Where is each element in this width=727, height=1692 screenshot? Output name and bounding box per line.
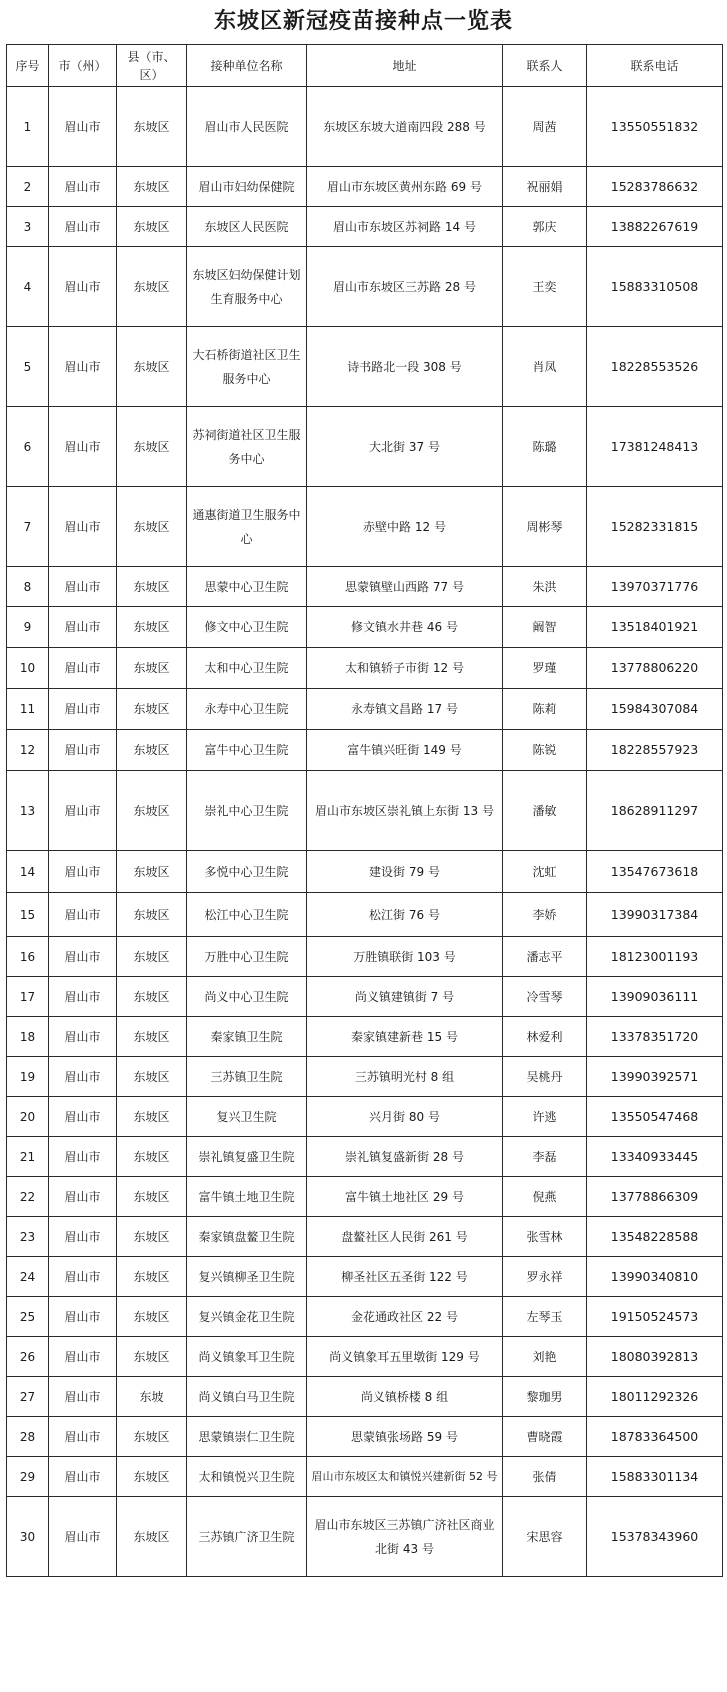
table-row: [7, 1097, 723, 1137]
row-unit-name: 复兴卫生院: [187, 1097, 307, 1137]
row-address: 眉山市东坡区黄州东路 69 号: [307, 167, 503, 207]
row-county: 东坡区: [117, 937, 187, 977]
row-county: 东坡区: [117, 1177, 187, 1217]
row-phone: 13970371776: [587, 567, 723, 607]
row-contact: 周彬琴: [503, 487, 587, 567]
row-number: 4: [7, 247, 49, 327]
row-number: 8: [7, 567, 49, 607]
row-city: 眉山市: [49, 730, 117, 771]
row-city: 眉山市: [49, 977, 117, 1017]
row-number: 9: [7, 607, 49, 648]
table-row: [7, 1337, 723, 1377]
row-contact: 左琴玉: [503, 1297, 587, 1337]
row-unit-name: 崇礼中心卫生院: [187, 771, 307, 851]
row-number: 10: [7, 648, 49, 689]
row-county: 东坡区: [117, 977, 187, 1017]
row-number: 25: [7, 1297, 49, 1337]
row-county: 东坡区: [117, 648, 187, 689]
row-address: 富牛镇土地社区 29 号: [307, 1177, 503, 1217]
row-contact: 张雪林: [503, 1217, 587, 1257]
row-unit-name: 尚义镇白马卫生院: [187, 1377, 307, 1417]
table-row: [7, 1417, 723, 1457]
row-address: 眉山市东坡区太和镇悦兴建新街 52 号: [307, 1457, 503, 1497]
row-contact: 倪燕: [503, 1177, 587, 1217]
row-address: 尚义镇桥楼 8 组: [307, 1377, 503, 1417]
table-row: [7, 648, 723, 689]
row-contact: 潘敏: [503, 771, 587, 851]
row-phone: 13378351720: [587, 1017, 723, 1057]
row-phone: 17381248413: [587, 407, 723, 487]
row-number: 24: [7, 1257, 49, 1297]
row-phone: 13518401921: [587, 607, 723, 648]
table-row: [7, 167, 723, 207]
row-number: 15: [7, 893, 49, 937]
row-county: 东坡区: [117, 407, 187, 487]
row-address: 建设街 79 号: [307, 851, 503, 893]
table-row: [7, 607, 723, 648]
row-county: 东坡区: [117, 1217, 187, 1257]
row-phone: 18080392813: [587, 1337, 723, 1377]
row-number: 11: [7, 689, 49, 730]
row-phone: 18228557923: [587, 730, 723, 771]
row-address: 修文镇水井巷 46 号: [307, 607, 503, 648]
table-row: [7, 851, 723, 893]
row-city: 眉山市: [49, 607, 117, 648]
row-number: 21: [7, 1137, 49, 1177]
row-address: 兴月街 80 号: [307, 1097, 503, 1137]
row-number: 27: [7, 1377, 49, 1417]
row-county: 东坡区: [117, 1497, 187, 1577]
table-row: [7, 937, 723, 977]
row-city: 眉山市: [49, 1297, 117, 1337]
row-contact: 陈璐: [503, 407, 587, 487]
row-contact: 林爱利: [503, 1017, 587, 1057]
header-unit-name: 接种单位名称: [187, 45, 307, 87]
row-city: 眉山市: [49, 567, 117, 607]
row-city: 眉山市: [49, 1097, 117, 1137]
table-body: [7, 87, 723, 1577]
row-phone: 18228553526: [587, 327, 723, 407]
table-row: [7, 1217, 723, 1257]
row-number: 1: [7, 87, 49, 167]
row-address: 眉山市东坡区三苏路 28 号: [307, 247, 503, 327]
row-contact: 吴桃丹: [503, 1057, 587, 1097]
row-city: 眉山市: [49, 937, 117, 977]
row-county: 东坡区: [117, 327, 187, 407]
row-unit-name: 富牛镇土地卫生院: [187, 1177, 307, 1217]
row-contact: 许逃: [503, 1097, 587, 1137]
row-address: 赤壁中路 12 号: [307, 487, 503, 567]
row-contact: 周茜: [503, 87, 587, 167]
row-phone: 13778806220: [587, 648, 723, 689]
row-city: 眉山市: [49, 167, 117, 207]
row-unit-name: 东坡区人民医院: [187, 207, 307, 247]
row-city: 眉山市: [49, 689, 117, 730]
row-unit-name: 通惠街道卫生服务中心: [187, 487, 307, 567]
row-address: 秦家镇建新巷 15 号: [307, 1017, 503, 1057]
row-unit-name: 东坡区妇幼保健计划生育服务中心: [187, 247, 307, 327]
row-phone: 13778866309: [587, 1177, 723, 1217]
row-contact: 陈莉: [503, 689, 587, 730]
row-city: 眉山市: [49, 1017, 117, 1057]
row-city: 眉山市: [49, 87, 117, 167]
row-unit-name: 秦家镇盘鳌卫生院: [187, 1217, 307, 1257]
row-unit-name: 秦家镇卫生院: [187, 1017, 307, 1057]
row-county: 东坡区: [117, 1017, 187, 1057]
table-row: [7, 1057, 723, 1097]
row-phone: 18783364500: [587, 1417, 723, 1457]
row-address: 眉山市东坡区三苏镇广济社区商业北街 43 号: [307, 1497, 503, 1577]
row-county: 东坡区: [117, 851, 187, 893]
table-row: [7, 1297, 723, 1337]
row-number: 3: [7, 207, 49, 247]
row-city: 眉山市: [49, 851, 117, 893]
row-number: 7: [7, 487, 49, 567]
row-city: 眉山市: [49, 1137, 117, 1177]
row-city: 眉山市: [49, 487, 117, 567]
header-city: 市（州）: [49, 45, 117, 87]
table-row: [7, 1017, 723, 1057]
row-contact: 阚智: [503, 607, 587, 648]
row-contact: 宋思容: [503, 1497, 587, 1577]
row-unit-name: 思蒙中心卫生院: [187, 567, 307, 607]
row-number: 26: [7, 1337, 49, 1377]
row-county: 东坡区: [117, 1297, 187, 1337]
row-contact: 罗永祥: [503, 1257, 587, 1297]
row-phone: 15883301134: [587, 1457, 723, 1497]
row-contact: 李磊: [503, 1137, 587, 1177]
row-county: 东坡区: [117, 771, 187, 851]
row-county: 东坡区: [117, 207, 187, 247]
row-unit-name: 永寿中心卫生院: [187, 689, 307, 730]
table-row: [7, 977, 723, 1017]
row-contact: 冷雪琴: [503, 977, 587, 1017]
table-row: [7, 207, 723, 247]
row-contact: 王奕: [503, 247, 587, 327]
row-phone: 13550547468: [587, 1097, 723, 1137]
row-city: 眉山市: [49, 893, 117, 937]
row-phone: 19150524573: [587, 1297, 723, 1337]
row-county: 东坡区: [117, 247, 187, 327]
table-row: [7, 771, 723, 851]
row-address: 三苏镇明光村 8 组: [307, 1057, 503, 1097]
row-city: 眉山市: [49, 207, 117, 247]
page-title: 东坡区新冠疫苗接种点一览表: [213, 9, 513, 34]
row-unit-name: 复兴镇金花卫生院: [187, 1297, 307, 1337]
row-phone: 18628911297: [587, 771, 723, 851]
row-unit-name: 尚义镇象耳卫生院: [187, 1337, 307, 1377]
row-city: 眉山市: [49, 327, 117, 407]
row-address: 大北街 37 号: [307, 407, 503, 487]
row-city: 眉山市: [49, 1497, 117, 1577]
row-number: 2: [7, 167, 49, 207]
header-county: 县（市、区）: [117, 45, 187, 87]
row-city: 眉山市: [49, 1377, 117, 1417]
table-row: [7, 689, 723, 730]
row-address: 眉山市东坡区苏祠路 14 号: [307, 207, 503, 247]
row-city: 眉山市: [49, 1457, 117, 1497]
header-contact: 联系人: [503, 45, 587, 87]
row-contact: 沈虹: [503, 851, 587, 893]
row-phone: 13340933445: [587, 1137, 723, 1177]
row-address: 思蒙镇张场路 59 号: [307, 1417, 503, 1457]
header-phone: 联系电话: [587, 45, 723, 87]
row-contact: 李娇: [503, 893, 587, 937]
row-number: 5: [7, 327, 49, 407]
row-city: 眉山市: [49, 247, 117, 327]
row-unit-name: 三苏镇广济卫生院: [187, 1497, 307, 1577]
row-contact: 曹晓霞: [503, 1417, 587, 1457]
row-unit-name: 复兴镇柳圣卫生院: [187, 1257, 307, 1297]
row-contact: 黎珈男: [503, 1377, 587, 1417]
row-city: 眉山市: [49, 1177, 117, 1217]
row-phone: 18123001193: [587, 937, 723, 977]
table-row: [7, 327, 723, 407]
row-address: 崇礼镇复盛新街 28 号: [307, 1137, 503, 1177]
row-address: 永寿镇文昌路 17 号: [307, 689, 503, 730]
row-unit-name: 万胜中心卫生院: [187, 937, 307, 977]
row-contact: 祝丽娟: [503, 167, 587, 207]
row-address: 思蒙镇壁山西路 77 号: [307, 567, 503, 607]
row-city: 眉山市: [49, 1057, 117, 1097]
row-county: 东坡区: [117, 87, 187, 167]
row-county: 东坡区: [117, 1257, 187, 1297]
row-phone: 13990317384: [587, 893, 723, 937]
table-row: [7, 1257, 723, 1297]
row-contact: 朱洪: [503, 567, 587, 607]
row-phone: 13909036111: [587, 977, 723, 1017]
row-address: 尚义镇象耳五里墩街 129 号: [307, 1337, 503, 1377]
row-number: 17: [7, 977, 49, 1017]
row-county: 东坡区: [117, 567, 187, 607]
row-phone: 18011292326: [587, 1377, 723, 1417]
row-phone: 13990340810: [587, 1257, 723, 1297]
row-address: 松江街 76 号: [307, 893, 503, 937]
row-phone: 15282331815: [587, 487, 723, 567]
row-city: 眉山市: [49, 407, 117, 487]
row-county: 东坡区: [117, 487, 187, 567]
row-county: 东坡: [117, 1377, 187, 1417]
row-city: 眉山市: [49, 1417, 117, 1457]
row-city: 眉山市: [49, 648, 117, 689]
row-unit-name: 大石桥街道社区卫生服务中心: [187, 327, 307, 407]
row-unit-name: 崇礼镇复盛卫生院: [187, 1137, 307, 1177]
row-unit-name: 思蒙镇崇仁卫生院: [187, 1417, 307, 1457]
row-address: 东坡区东坡大道南四段 288 号: [307, 87, 503, 167]
row-number: 19: [7, 1057, 49, 1097]
row-contact: 潘志平: [503, 937, 587, 977]
table-row: [7, 730, 723, 771]
row-phone: 13550551832: [587, 87, 723, 167]
header-no: 序号: [7, 45, 49, 87]
table-row: [7, 247, 723, 327]
row-address: 金花通政社区 22 号: [307, 1297, 503, 1337]
row-phone: 15883310508: [587, 247, 723, 327]
row-number: 12: [7, 730, 49, 771]
row-county: 东坡区: [117, 1337, 187, 1377]
row-address: 太和镇轿子市街 12 号: [307, 648, 503, 689]
row-county: 东坡区: [117, 1097, 187, 1137]
table-header-row: [7, 45, 723, 87]
row-address: 诗书路北一段 308 号: [307, 327, 503, 407]
row-county: 东坡区: [117, 730, 187, 771]
row-phone: 13882267619: [587, 207, 723, 247]
row-unit-name: 富牛中心卫生院: [187, 730, 307, 771]
vaccination-sites-table: [6, 44, 723, 1577]
row-address: 柳圣社区五圣街 122 号: [307, 1257, 503, 1297]
row-address: 尚义镇建镇街 7 号: [307, 977, 503, 1017]
row-number: 14: [7, 851, 49, 893]
row-unit-name: 松江中心卫生院: [187, 893, 307, 937]
table-row: [7, 1377, 723, 1417]
table-row: [7, 1137, 723, 1177]
row-phone: 13547673618: [587, 851, 723, 893]
table-row: [7, 487, 723, 567]
row-county: 东坡区: [117, 1057, 187, 1097]
row-number: 30: [7, 1497, 49, 1577]
row-unit-name: 多悦中心卫生院: [187, 851, 307, 893]
row-unit-name: 眉山市妇幼保健院: [187, 167, 307, 207]
row-address: 盘鳌社区人民街 261 号: [307, 1217, 503, 1257]
table-row: [7, 1177, 723, 1217]
row-unit-name: 苏祠街道社区卫生服务中心: [187, 407, 307, 487]
row-contact: 张倩: [503, 1457, 587, 1497]
row-contact: 郭庆: [503, 207, 587, 247]
row-phone: 13990392571: [587, 1057, 723, 1097]
row-number: 22: [7, 1177, 49, 1217]
table-row: [7, 1457, 723, 1497]
row-number: 23: [7, 1217, 49, 1257]
row-phone: 15378343960: [587, 1497, 723, 1577]
row-contact: 陈锐: [503, 730, 587, 771]
table-row: [7, 87, 723, 167]
row-unit-name: 眉山市人民医院: [187, 87, 307, 167]
row-unit-name: 三苏镇卫生院: [187, 1057, 307, 1097]
row-number: 18: [7, 1017, 49, 1057]
row-number: 20: [7, 1097, 49, 1137]
table-row: [7, 893, 723, 937]
row-address: 眉山市东坡区崇礼镇上东街 13 号: [307, 771, 503, 851]
table-row: [7, 407, 723, 487]
row-phone: 15984307084: [587, 689, 723, 730]
row-unit-name: 尚义中心卫生院: [187, 977, 307, 1017]
row-unit-name: 太和镇悦兴卫生院: [187, 1457, 307, 1497]
row-city: 眉山市: [49, 1217, 117, 1257]
row-phone: 13548228588: [587, 1217, 723, 1257]
row-number: 16: [7, 937, 49, 977]
row-number: 29: [7, 1457, 49, 1497]
row-contact: 罗瑾: [503, 648, 587, 689]
row-county: 东坡区: [117, 1417, 187, 1457]
row-unit-name: 太和中心卫生院: [187, 648, 307, 689]
row-county: 东坡区: [117, 607, 187, 648]
row-phone: 15283786632: [587, 167, 723, 207]
row-contact: 刘艳: [503, 1337, 587, 1377]
row-city: 眉山市: [49, 1257, 117, 1297]
row-unit-name: 修文中心卫生院: [187, 607, 307, 648]
row-city: 眉山市: [49, 771, 117, 851]
row-number: 6: [7, 407, 49, 487]
table-row: [7, 1497, 723, 1577]
row-city: 眉山市: [49, 1337, 117, 1377]
row-county: 东坡区: [117, 689, 187, 730]
row-number: 13: [7, 771, 49, 851]
row-county: 东坡区: [117, 1457, 187, 1497]
row-number: 28: [7, 1417, 49, 1457]
row-county: 东坡区: [117, 893, 187, 937]
header-address: 地址: [307, 45, 503, 87]
row-address: 富牛镇兴旺街 149 号: [307, 730, 503, 771]
row-address: 万胜镇联街 103 号: [307, 937, 503, 977]
table-row: [7, 567, 723, 607]
row-county: 东坡区: [117, 1137, 187, 1177]
row-contact: 肖凤: [503, 327, 587, 407]
row-county: 东坡区: [117, 167, 187, 207]
